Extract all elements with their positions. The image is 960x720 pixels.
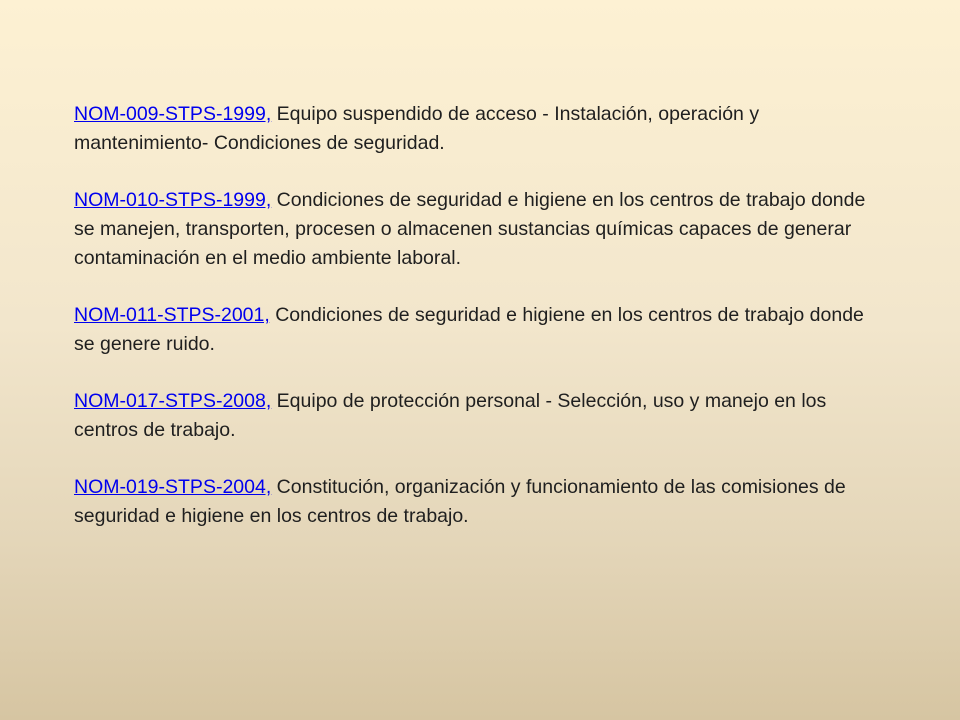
slide-content	[74, 100, 874, 559]
norm-entry	[74, 301, 874, 359]
norm-entry	[74, 473, 874, 531]
norm-description: Equipo de protección personal - Selección, uso y manejo en los centros de trabajo.	[74, 390, 827, 441]
norm-description: Equipo suspendido de acceso - Instalación, operación y mantenimiento- Condiciones de seguridad.	[74, 103, 760, 154]
norm-description: Condiciones de seguridad e higiene en los centros de trabajo donde se genere ruido.	[74, 304, 864, 355]
norm-description: Constitución, organización y funcionamiento de las comisiones de seguridad e higiene en los centros de trabajo.	[74, 476, 846, 527]
norm-link[interactable]: NOM-009-STPS-1999,	[74, 103, 272, 125]
norm-entry	[74, 100, 874, 158]
norm-link[interactable]: NOM-011-STPS-2001,	[74, 304, 270, 326]
norm-entry	[74, 387, 874, 445]
norm-entry	[74, 186, 874, 273]
norm-description: Condiciones de seguridad e higiene en los centros de trabajo donde se manejen, transporten, procesen o almacenen sustancias químicas capaces de generar contaminación en el medio ambiente laboral.	[74, 189, 866, 269]
norm-link[interactable]: NOM-017-STPS-2008,	[74, 390, 272, 412]
norm-link[interactable]: NOM-010-STPS-1999,	[74, 189, 272, 211]
norm-link[interactable]: NOM-019-STPS-2004,	[74, 476, 272, 498]
